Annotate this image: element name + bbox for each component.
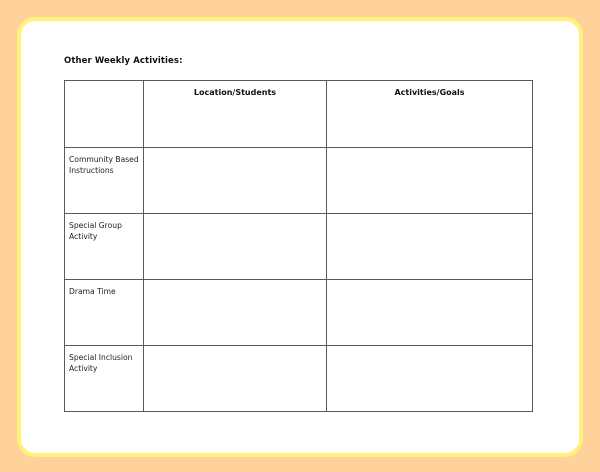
table-row [65,280,533,346]
table-row [65,214,533,280]
row-label-drama-time [65,280,144,346]
row-label-line: Community Based [69,155,139,164]
row-label-special-inclusion-activity [65,346,144,412]
row-label-line: Drama Time [69,287,116,296]
header-cell-blank [65,81,144,148]
table-header-row [65,81,533,148]
cell-location-students[interactable] [144,280,327,346]
table-row [65,346,533,412]
row-label-line: Activity [69,232,98,241]
row-label-line: Special Inclusion [69,353,133,362]
weekly-activities-table [64,80,533,412]
row-label-special-group-activity [65,214,144,280]
row-label-line: Activity [69,364,98,373]
row-label-line: Special Group [69,221,122,230]
header-cell-activities-goals: Activities/Goals [327,81,533,148]
cell-location-students[interactable] [144,148,327,214]
cell-location-students[interactable] [144,346,327,412]
cell-activities-goals[interactable] [327,148,533,214]
row-label-line: Instructions [69,166,114,175]
cell-activities-goals[interactable] [327,214,533,280]
row-label-community-based-instructions [65,148,144,214]
cell-location-students[interactable] [144,214,327,280]
cell-activities-goals[interactable] [327,346,533,412]
cell-activities-goals[interactable] [327,280,533,346]
table-row [65,148,533,214]
header-cell-location-students: Location/Students [144,81,327,148]
document-title: Other Weekly Activities: [64,56,183,66]
